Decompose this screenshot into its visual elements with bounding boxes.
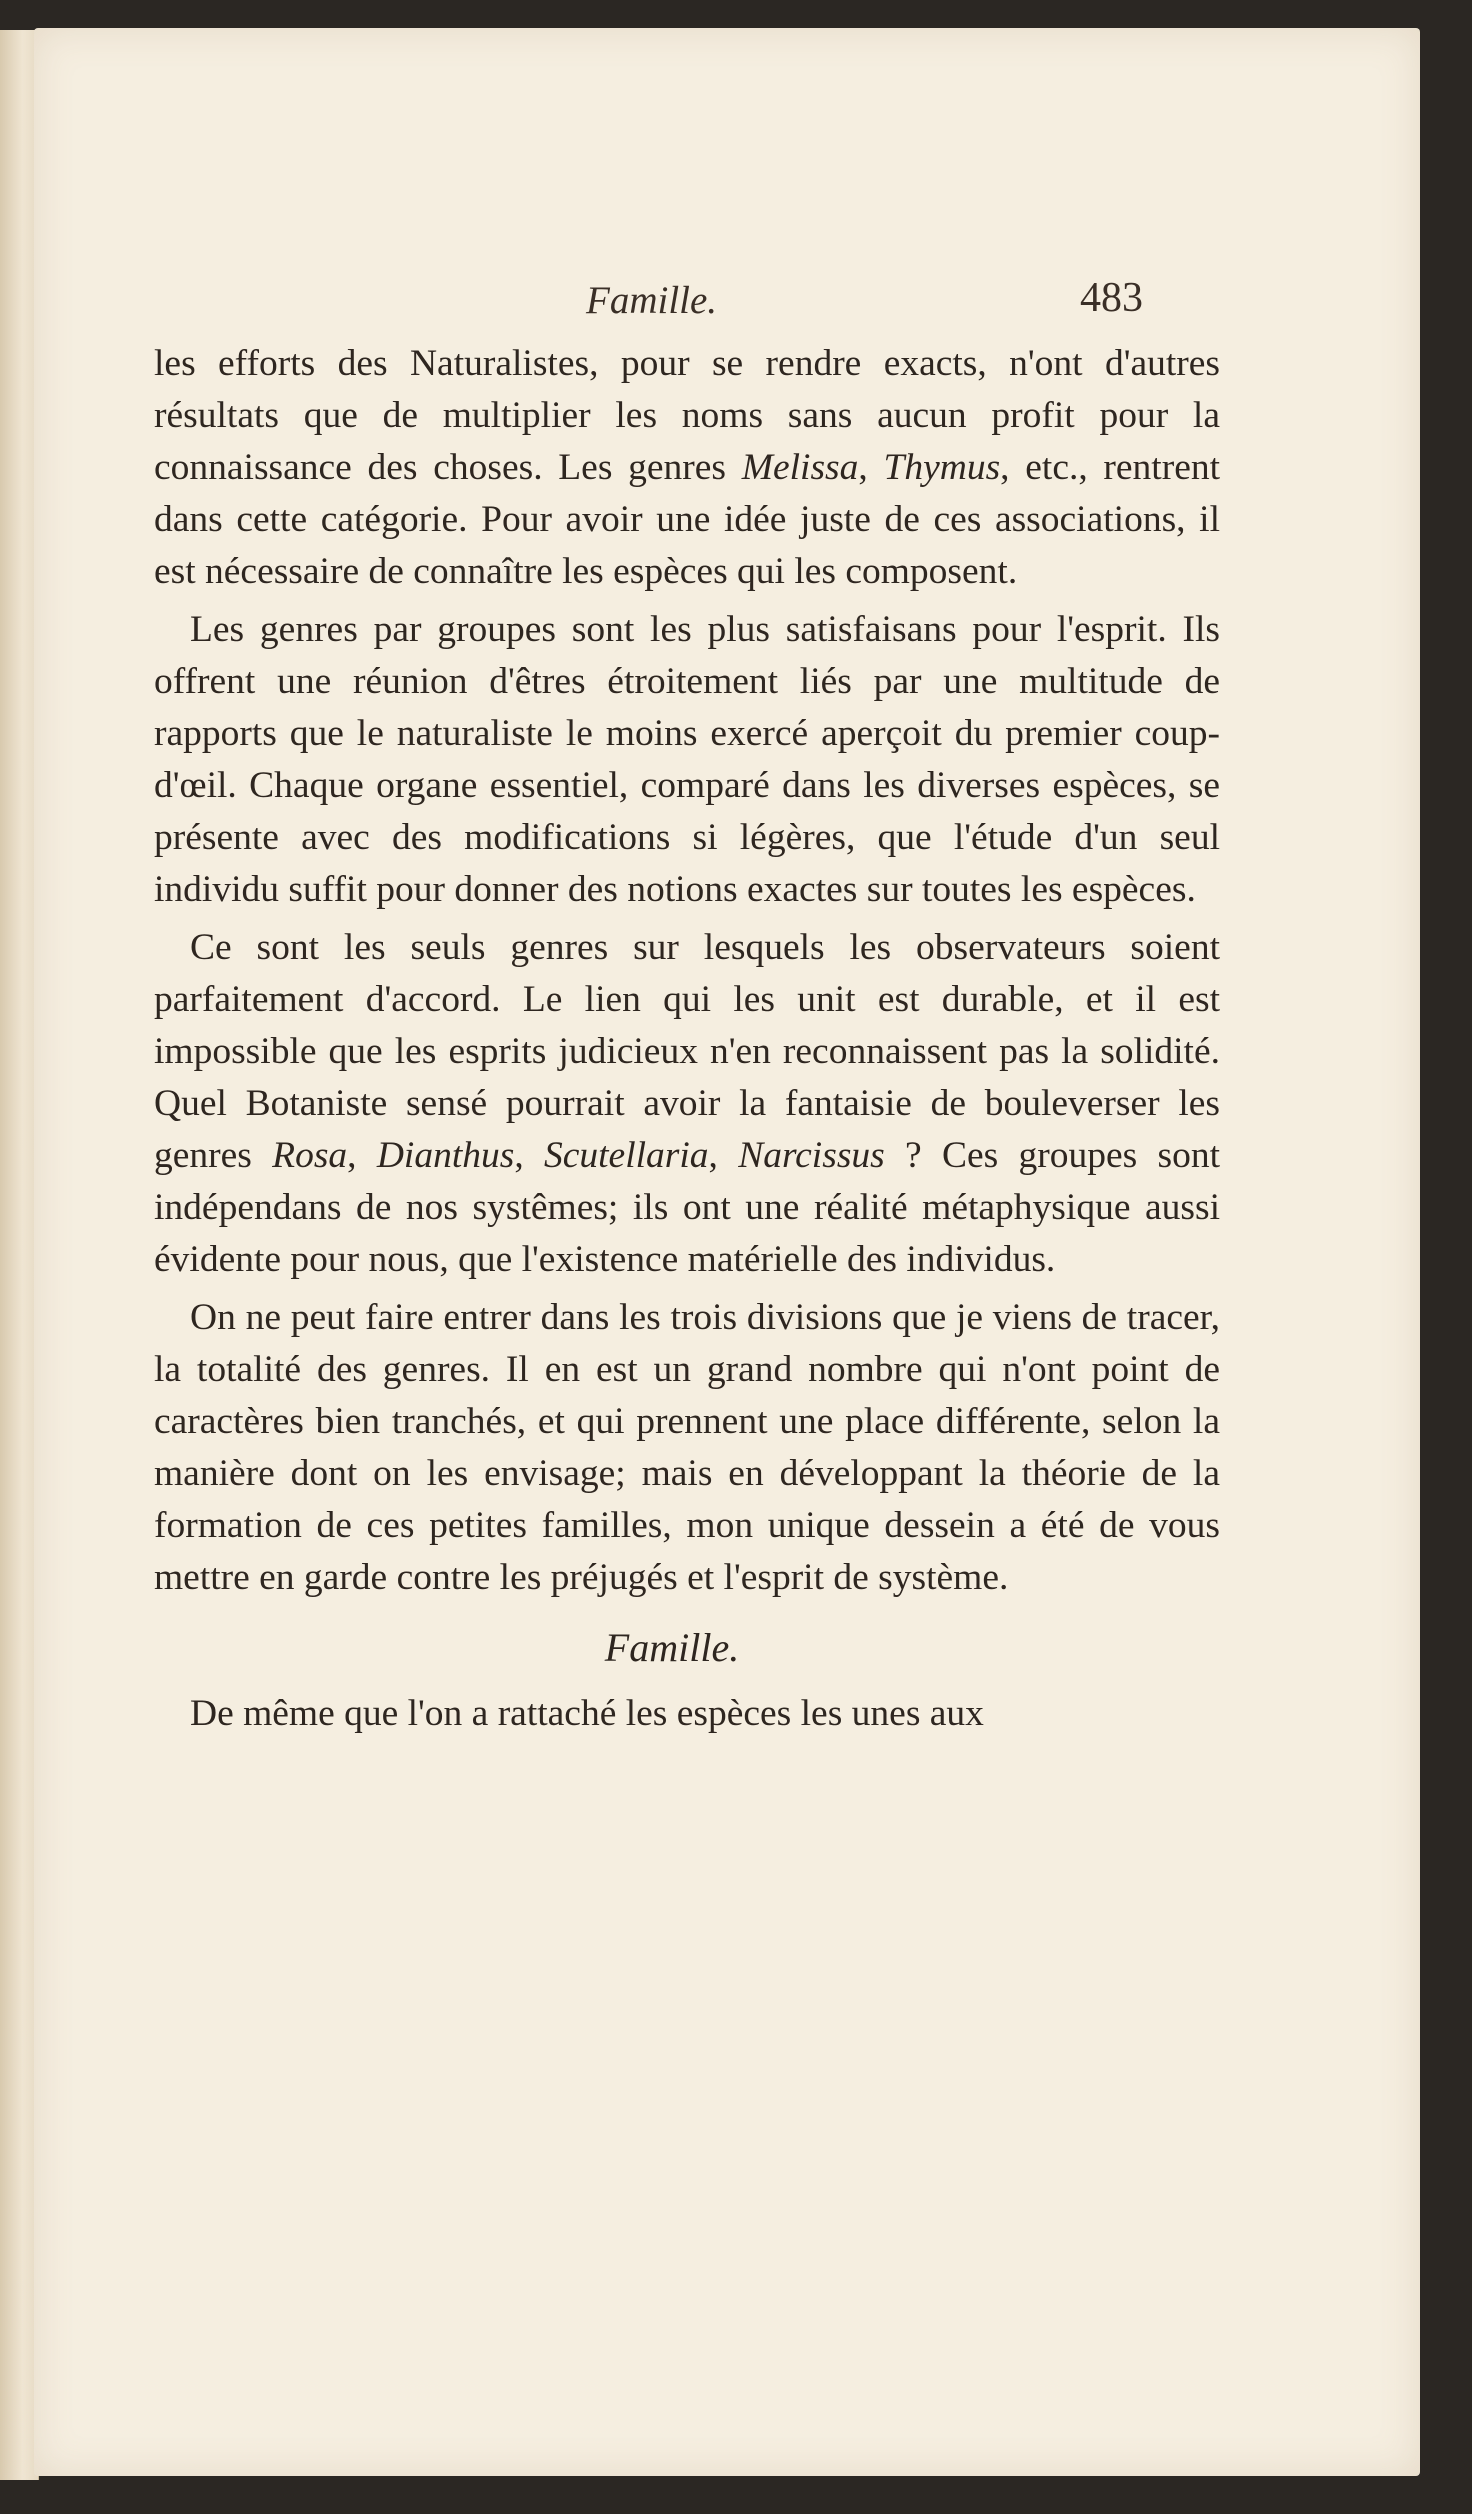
paragraph-3: Ce sont les seuls genres sur lesquels les observateurs soient parfaitement d'accord. Le lien qui les unit est durable, et il est impossible que les esprits judicieux n'en reconnaissent pas la solidité. Quel Botaniste sensé pourrait avoir la fantaisie de bouleverser les genres Rosa, Dianthus, Scutellaria, Narcissus ? Ces groupes sont indépendans de nos systêmes; ils ont une réalité métaphysique aussi évidente pour nous, que l'existence matérielle des individus. — [154, 927, 1221, 1280]
paragraph-2: Les genres par groupes sont les plus satisfaisans pour l'esprit. Ils offrent une réunion d'êtres étroitement liés par une multitude de rapports que le naturaliste le moins exercé aperçoit du premier coup-d'œil. Chaque organe essentiel, comparé dans les diverses espèces, se présente avec des modifications si légères, que l'étude d'un seul individu suffit pour donner des notions exactes sur toutes les espèces. — [154, 609, 1220, 910]
paragraph-5: De même que l'on a rattaché les espèces les unes aux — [190, 1693, 984, 1734]
page-number: 483 — [1080, 275, 1143, 321]
running-title: Famille. — [586, 279, 718, 322]
body-text — [154, 338, 1220, 1746]
book-page — [34, 28, 1420, 2476]
page-header — [34, 275, 1420, 334]
paragraph-1: les efforts des Naturalistes, pour se rendre exacts, n'ont d'autres résultats que de multiplier les noms sans aucun profit pour la connaissance des choses. Les genres Melissa, Thymus, etc., rentrent dans cette catégorie. Pour avoir une idée juste de ces associations, il est nécessaire de connaître les espèces qui les composent. — [154, 343, 1221, 592]
section-heading: Famille. — [604, 1625, 740, 1670]
paragraph-4: On ne peut faire entrer dans les trois divisions que je viens de tracer, la totalité des genres. Il en est un grand nombre qui n'ont point de caractères bien tranchés, et qui prennent une place différente, selon la manière dont on les envisage; mais en développant la théorie de la formation de ces petites familles, mon unique dessein a été de vous mettre en garde contre les préjugés et l'esprit de système. — [154, 1297, 1220, 1598]
